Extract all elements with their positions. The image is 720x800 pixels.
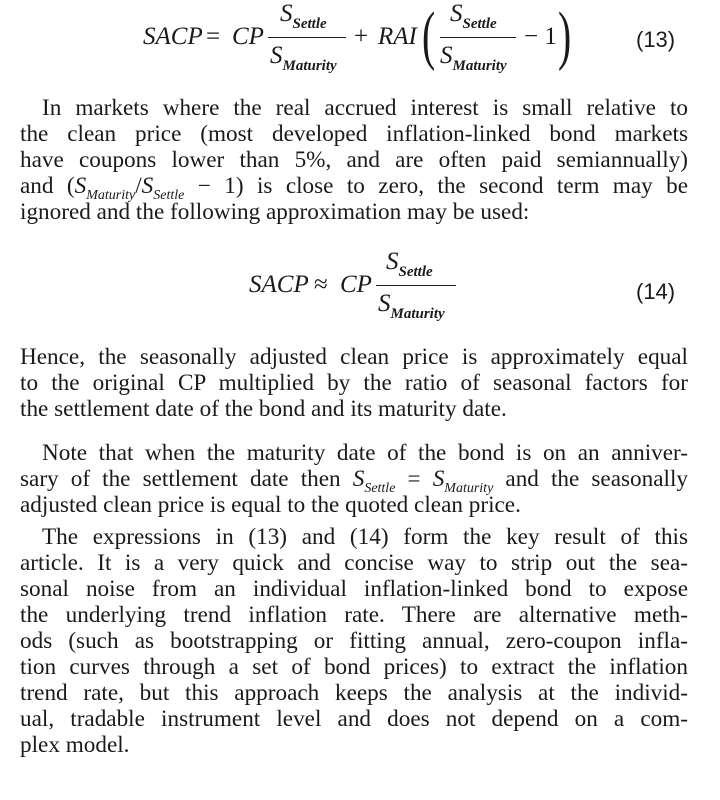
para4-line-7: trend rate, but this approach keeps the analysis at the individ- <box>20 680 688 706</box>
eq14-fraction <box>376 248 460 328</box>
para3-line-1: Note that when the maturity date of the bond is on an anniver- <box>42 440 688 466</box>
eq13-frac2-num-s: S <box>450 0 463 27</box>
para1-s-maturity: S <box>74 173 87 199</box>
paragraph-2 <box>20 344 688 422</box>
para4-line-6: tion curves through a set of bond prices) to extract the inflation <box>20 654 688 680</box>
paragraph-3 <box>20 440 688 518</box>
para4-line-4: the underlying trend inflation rate. There are alternative meth- <box>20 602 688 628</box>
eq14-number: (14) <box>636 279 676 304</box>
para2-line-3: the settlement date of the bond and its maturity date. <box>20 396 507 422</box>
para1-s-settle: S <box>141 173 154 199</box>
para4-line-9: plex model. <box>20 732 130 758</box>
eq14-num-sub: Settle <box>398 264 433 280</box>
eq14-lhs: SACP <box>249 271 309 298</box>
para3-s-settle: S <box>352 466 365 492</box>
eq14-cp: CP <box>340 271 372 298</box>
eq13-number: (13) <box>636 27 676 52</box>
para4-line-3: sonal noise from an individual inflation-linked bond to expose <box>20 576 688 602</box>
eq13-fraction-2 <box>440 0 520 80</box>
para2-line-2: to the original CP multiplied by the ratio of seasonal factors for <box>20 370 688 396</box>
paragraph-1 <box>20 95 688 225</box>
eq13-lhs: SACP <box>143 23 203 50</box>
para1-slash: / <box>135 173 142 199</box>
para1-line-1: In markets where the real accrued interest is small relative to <box>42 95 688 121</box>
para1-line-4 <box>20 173 689 203</box>
para3-line-2 <box>20 466 688 496</box>
equation-13 <box>0 0 720 80</box>
eq13-plus: + <box>354 23 369 50</box>
eq14-num-s: S <box>386 248 399 275</box>
eq13-equals: = <box>206 23 221 50</box>
para4-line-8: ual, tradable instrument level and does not depend on a com- <box>20 706 688 732</box>
para3-s-maturity: S <box>432 466 445 492</box>
para3-sub-settle: Settle <box>364 481 396 496</box>
eq13-fraction-1 <box>268 0 348 80</box>
para3-line-2a: sary of the settlement date then <box>20 466 353 492</box>
para4-line-1: The expressions in (13) and (14) form the key result of this <box>42 524 688 550</box>
eq13-frac1-den-sub: Maturity <box>282 58 337 74</box>
para3-line-3: adjusted clean price is equal to the quoted clean price. <box>20 492 521 518</box>
para1-line-2: the clean price (most developed inflation-linked bond markets <box>20 121 688 147</box>
para4-line-5: ods (such as bootstrapping or fitting annual, zero-coupon infla- <box>20 628 688 654</box>
para1-line-3: have coupons lower than 5%, and are often paid semiannually) <box>20 147 688 173</box>
paragraph-4 <box>20 524 688 758</box>
para1-line-5: ignored and the following approximation may be used: <box>20 199 530 225</box>
para1-sub-settle: Settle <box>153 188 185 203</box>
para3-equals: = <box>395 466 433 492</box>
para2-line-1: Hence, the seasonally adjusted clean price is approximately equal <box>20 344 688 370</box>
equation-14 <box>0 248 720 328</box>
eq13-frac2-num-sub: Settle <box>462 16 497 32</box>
eq13-frac2-den-s: S <box>440 42 453 69</box>
eq14-approx: ≈ <box>314 271 328 298</box>
eq13-frac1-den-s: S <box>270 42 283 69</box>
eq13-frac1-num-s: S <box>280 0 293 27</box>
para3-sub-maturity: Maturity <box>444 481 494 496</box>
eq13-rai: RAI <box>378 23 417 50</box>
eq13-cp: CP <box>232 23 264 50</box>
eq13-right-paren: ) <box>558 0 572 72</box>
para1-line-4b: − 1) is close to zero, the second term may be <box>184 173 689 199</box>
eq13-left-paren: ( <box>422 0 436 72</box>
eq13-frac2-den-sub: Maturity <box>452 58 507 74</box>
para3-line-2b: and the seasonally <box>493 466 688 492</box>
para1-sub-maturity: Maturity <box>86 188 136 203</box>
para4-line-2: article. It is a very quick and concise way to strip out the sea- <box>20 550 688 576</box>
eq14-den-sub: Maturity <box>390 306 445 322</box>
eq14-den-s: S <box>378 290 391 317</box>
para1-line-4a: and ( <box>20 173 75 199</box>
eq13-frac1-num-sub: Settle <box>292 16 327 32</box>
eq13-minus-one: − 1 <box>524 23 557 50</box>
